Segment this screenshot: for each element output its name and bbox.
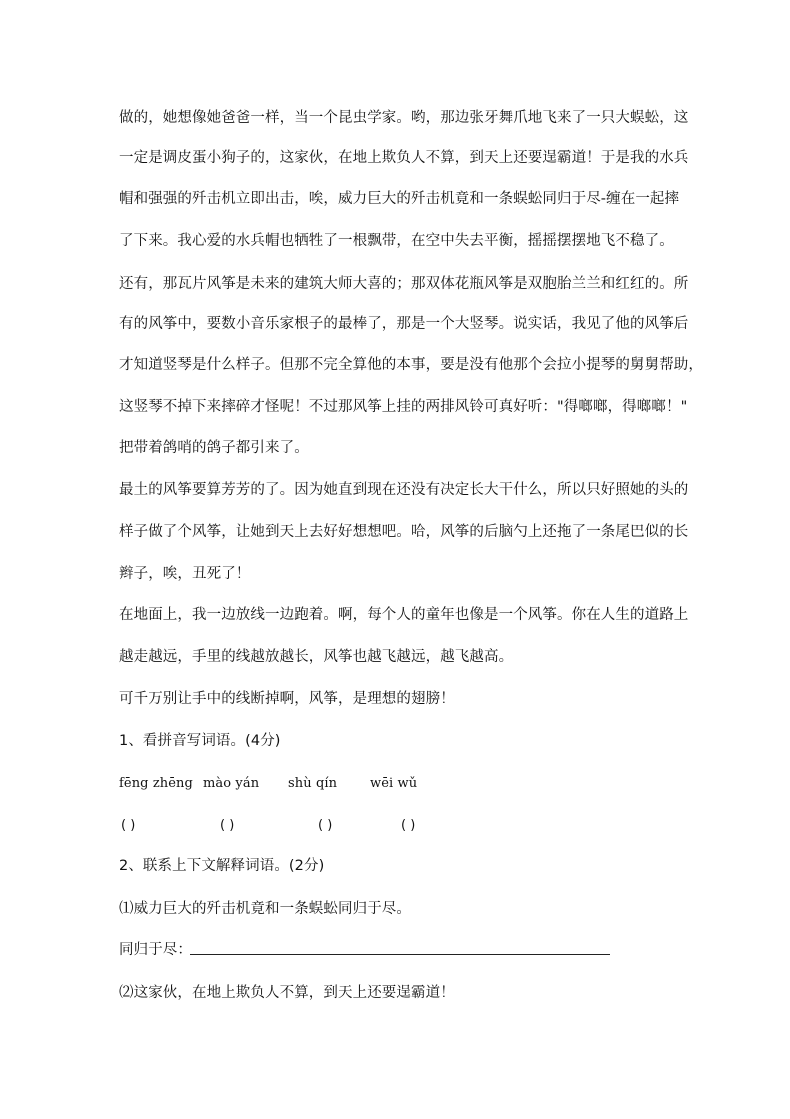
question-2-sub-2: ⑵这家伙，在地上欺负人不算，到天上还要逞霸道！	[119, 985, 455, 1001]
question-2-sub-1: ⑴威力巨大的歼击机竟和一条蜈蚣同归于尽。	[119, 901, 411, 917]
passage-line: 一定是调皮蛋小狗子的，这家伙，在地上欺负人不算，到天上还要逞霸道！于是我的水兵	[119, 150, 689, 166]
pinyin-item: mào yán	[203, 776, 260, 791]
answer-blank[interactable]: ( )	[220, 818, 235, 833]
passage-line: 最土的风筝要算芳芳的了。因为她直到现在还没有决定长大干什么，所以只好照她的头的	[119, 482, 689, 498]
pinyin-item: wēi wǔ	[370, 776, 418, 791]
passage-line: 这竖琴不掉下来摔碎才怪呢！不过那风筝上挂的两排风铃可真好听："得啷啷，得啷啷！"	[119, 399, 688, 415]
answer-blank[interactable]: ( )	[401, 818, 416, 833]
answer-blank[interactable]: ( )	[121, 818, 136, 833]
passage-line: 做的，她想像她爸爸一样，当一个昆虫学家。哟，那边张牙舞爪地飞来了一只大蜈蚣，这	[119, 110, 689, 126]
passage-line: 辫子，唉，丑死了！	[119, 566, 251, 582]
passage-line: 越走越远，手里的线越放越长，风筝也越飞越远，越飞越高。	[119, 649, 514, 665]
passage-line: 把带着鸽哨的鸽子都引来了。	[119, 440, 309, 456]
passage-line: 有的风筝中，要数小音乐家根子的最棒了，那是一个大竖琴。说实话，我见了他的风筝后	[119, 316, 689, 332]
passage-line: 了下来。我心爱的水兵帽也牺牲了一根飘带，在空中失去平衡，摇摇摆摆地飞不稳了。	[119, 233, 674, 249]
question-1-title: 1、看拼音写词语。(4分)	[119, 733, 281, 749]
answer-label: 同归于尽：	[119, 942, 192, 958]
passage-line: 样子做了个风筝，让她到天上去好好想想吧。哈，风筝的后脑勺上还拖了一条尾巴似的长	[119, 524, 689, 540]
passage-line: 才知道竖琴是什么样子。但那不完全算他的本事，要是没有他那个会拉小提琴的舅舅帮助，	[119, 357, 703, 373]
answer-blank[interactable]: ( )	[318, 818, 333, 833]
question-2-title: 2、联系上下文解释词语。(2分)	[119, 858, 325, 874]
passage-line: 还有，那瓦片风筝是未来的建筑大师大喜的；那双体花瓶风筝是双胞胎兰兰和红红的。所	[119, 276, 689, 292]
passage-line: 帽和强强的歼击机立即出击，唉，威力巨大的歼击机竟和一条蜈蚣同归于尽-缠在一起摔	[119, 191, 680, 207]
passage-line: 可千万别让手中的线断掉啊，风筝，是理想的翅膀！	[119, 691, 455, 707]
pinyin-item: shù qín	[288, 776, 338, 791]
pinyin-item: fēng zhēng	[119, 776, 193, 791]
passage-line: 在地面上，我一边放线一边跑着。啊，每个人的童年也像是一个风筝。你在人生的道路上	[119, 607, 689, 623]
answer-line[interactable]	[190, 954, 610, 955]
